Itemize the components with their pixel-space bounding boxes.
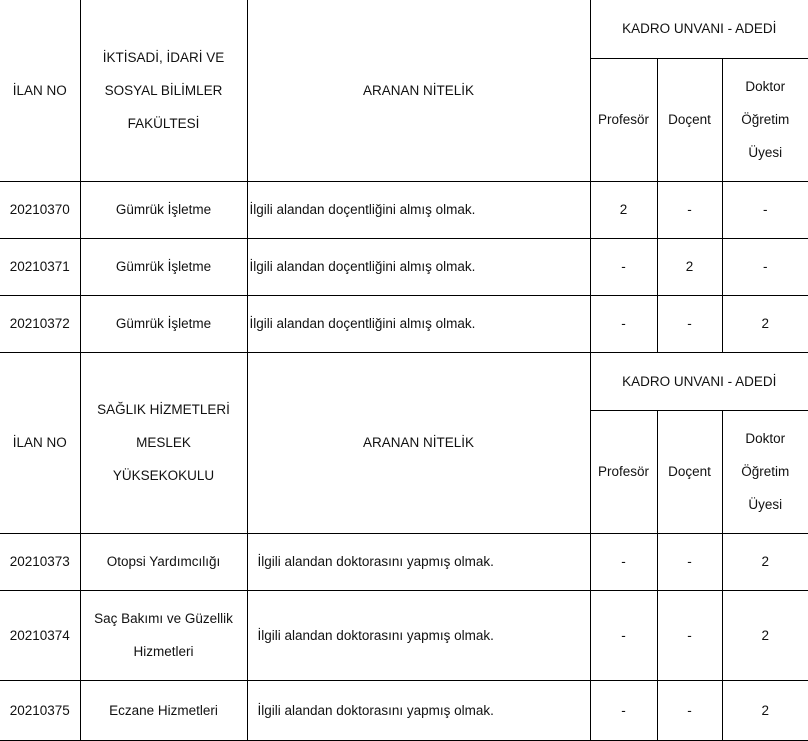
ilan-no-header: İLAN NO xyxy=(0,0,80,181)
ilan-no-cell: 20210374 xyxy=(0,590,80,680)
table-row xyxy=(0,533,808,590)
doktor-cell: - xyxy=(722,181,808,238)
faculty-header xyxy=(80,352,247,533)
kadro-unvani-header: KADRO UNVANI - ADEDİ xyxy=(590,0,808,58)
doktor-header-line: Öğretim xyxy=(741,464,790,479)
docent-header: Doçent xyxy=(657,58,722,181)
bolum-cell xyxy=(80,590,247,680)
doktor-header xyxy=(722,410,808,533)
table-row xyxy=(0,680,808,740)
docent-cell: 2 xyxy=(657,238,722,295)
nitelik-cell: İlgili alandan doktorasını yapmış olmak. xyxy=(247,590,590,680)
docent-cell: - xyxy=(657,295,722,352)
bolum-line: Otopsi Yardımcılığı xyxy=(106,554,221,569)
doktor-cell: 2 xyxy=(722,295,808,352)
docent-cell: - xyxy=(657,590,722,680)
nitelik-cell: İlgili alandan doçentliğini almış olmak. xyxy=(247,295,590,352)
profesor-header: Profesör xyxy=(590,58,657,181)
doktor-header-line: Öğretim xyxy=(741,112,790,127)
doktor-header-line: Üyesi xyxy=(748,497,783,512)
docent-cell: - xyxy=(657,181,722,238)
bolum-cell: Gümrük İşletme xyxy=(80,181,247,238)
nitelik-cell: İlgili alandan doktorasını yapmış olmak. xyxy=(247,680,590,740)
nitelik-cell: İlgili alandan doçentliğini almış olmak. xyxy=(247,181,590,238)
doktor-cell: 2 xyxy=(722,533,808,590)
ilan-no-cell: 20210373 xyxy=(0,533,80,590)
bolum-cell: Gümrük İşletme xyxy=(80,238,247,295)
bolum-line: Hizmetleri xyxy=(133,644,194,659)
table-row xyxy=(0,181,808,238)
bolum-cell xyxy=(80,680,247,740)
profesor-cell: - xyxy=(590,533,657,590)
faculty-line: FAKÜLTESİ xyxy=(127,115,200,131)
docent-cell: - xyxy=(657,680,722,740)
aranan-nitelik-header: ARANAN NİTELİK xyxy=(247,352,590,533)
faculty-header xyxy=(80,0,247,181)
doktor-cell: 2 xyxy=(722,680,808,740)
doktor-header xyxy=(722,58,808,181)
faculty-line: SAĞLIK HİZMETLERİ xyxy=(97,402,230,417)
table-row xyxy=(0,590,808,680)
profesor-cell: - xyxy=(590,238,657,295)
doktor-cell: 2 xyxy=(722,590,808,680)
doktor-cell: - xyxy=(722,238,808,295)
faculty-line: YÜKSEKOKULU xyxy=(112,468,215,483)
nitelik-cell: İlgili alandan doçentliğini almış olmak. xyxy=(247,238,590,295)
bolum-cell xyxy=(80,533,247,590)
profesor-cell: - xyxy=(590,590,657,680)
docent-header: Doçent xyxy=(657,410,722,533)
profesor-cell: - xyxy=(590,680,657,740)
ilan-no-cell: 20210371 xyxy=(0,238,80,295)
profesor-cell: - xyxy=(590,295,657,352)
bolum-cell: Gümrük İşletme xyxy=(80,295,247,352)
bolum-line: Saç Bakımı ve Güzellik xyxy=(94,611,233,626)
docent-cell: - xyxy=(657,533,722,590)
faculty-line: İKTİSADİ, İDARİ VE xyxy=(102,49,225,65)
section1-header-row-1 xyxy=(0,0,808,58)
kadro-unvani-header: KADRO UNVANI - ADEDİ xyxy=(590,352,808,410)
profesor-header: Profesör xyxy=(590,410,657,533)
ilan-no-cell: 20210375 xyxy=(0,680,80,740)
ilan-no-cell: 20210370 xyxy=(0,181,80,238)
ilan-no-cell: 20210372 xyxy=(0,295,80,352)
table-row xyxy=(0,238,808,295)
table-row xyxy=(0,295,808,352)
section2-header-row-1 xyxy=(0,352,808,410)
faculty-line: SOSYAL BİLİMLER xyxy=(104,82,223,98)
doktor-header-line: Üyesi xyxy=(748,145,783,160)
doktor-header-line: Doktor xyxy=(745,431,786,446)
faculty-line: MESLEK xyxy=(136,435,191,450)
nitelik-cell: İlgili alandan doktorasını yapmış olmak. xyxy=(247,533,590,590)
aranan-nitelik-header: ARANAN NİTELİK xyxy=(247,0,590,181)
ilan-no-header: İLAN NO xyxy=(0,352,80,533)
profesor-cell: 2 xyxy=(590,181,657,238)
doktor-header-line: Doktor xyxy=(745,79,786,94)
bolum-line: Eczane Hizmetleri xyxy=(109,702,218,718)
